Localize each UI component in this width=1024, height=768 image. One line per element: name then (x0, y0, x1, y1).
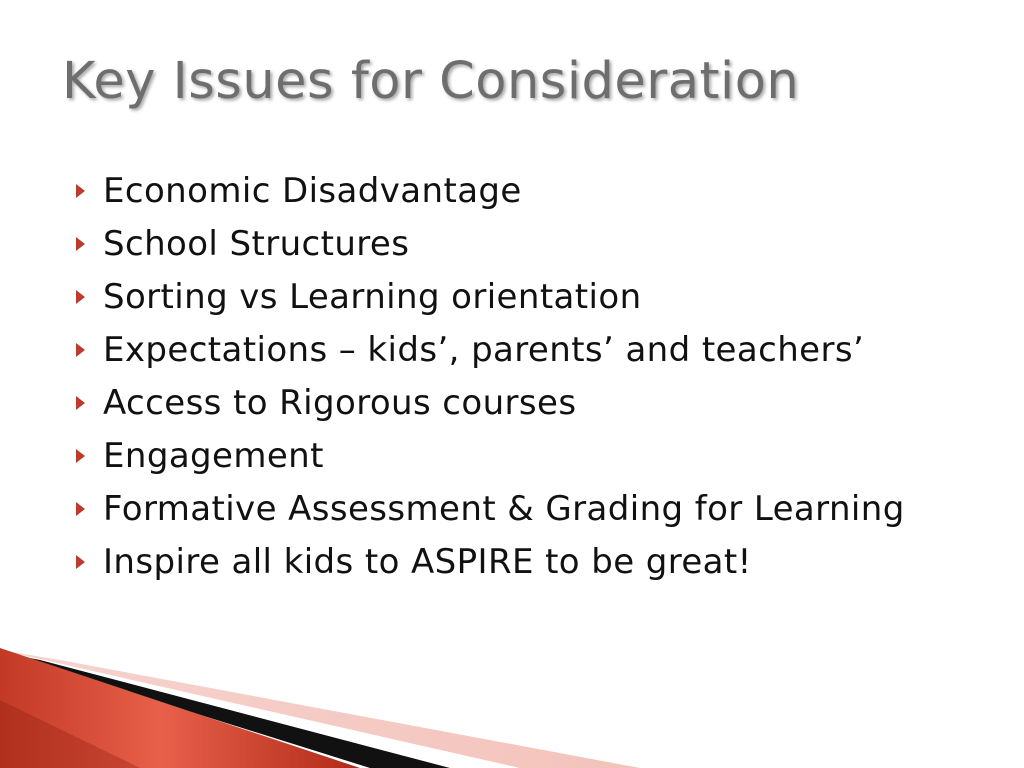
slide-title: Key Issues for Consideration (62, 52, 800, 111)
triangle-right-icon (76, 184, 85, 198)
bullet-item (72, 221, 972, 267)
bullet-text: Access to Rigorous courses (103, 383, 577, 423)
bullet-item (72, 380, 972, 426)
bullet-text: Expectations – kids’, parents’ and teachers’ (103, 330, 865, 370)
triangle-right-icon (76, 343, 85, 357)
bullet-text: Inspire all kids to ASPIRE to be great! (103, 542, 752, 582)
bullet-text: School Structures (103, 224, 410, 264)
decorative-corner-swoosh (0, 640, 1024, 768)
bullet-item (72, 486, 972, 532)
bullet-text: Sorting vs Learning orientation (103, 277, 642, 317)
triangle-right-icon (76, 396, 85, 410)
bullet-item (72, 327, 972, 373)
bullet-list (72, 168, 972, 592)
triangle-right-icon (76, 555, 85, 569)
bullet-item (72, 539, 972, 585)
triangle-right-icon (76, 237, 85, 251)
triangle-right-icon (76, 502, 85, 516)
bullet-item (72, 274, 972, 320)
triangle-right-icon (76, 290, 85, 304)
triangle-right-icon (76, 449, 85, 463)
bullet-item (72, 168, 972, 214)
bullet-text: Formative Assessment & Grading for Learning (103, 489, 905, 529)
bullet-item (72, 433, 972, 479)
bullet-text: Engagement (103, 436, 324, 476)
bullet-text: Economic Disadvantage (103, 171, 522, 211)
